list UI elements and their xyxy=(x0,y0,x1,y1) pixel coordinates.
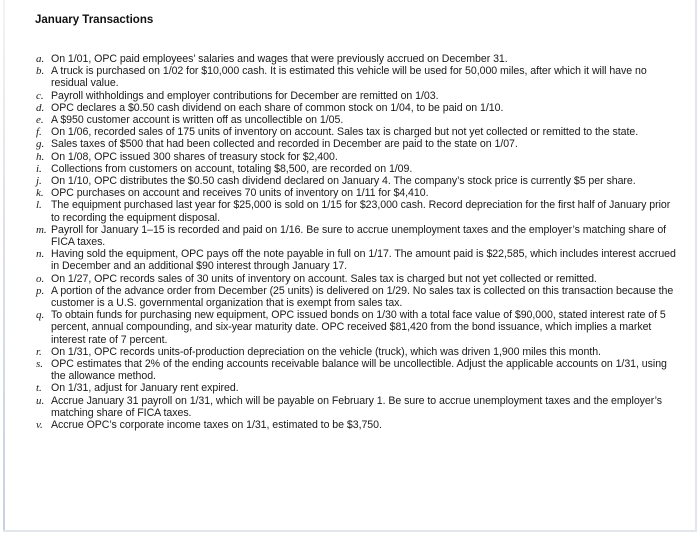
item-marker: s. xyxy=(36,358,43,371)
item-text: Having sold the equipment, OPC pays off the note payable in full on 1/17. The amount paid is $22,585, which includes interest accrued in December and an additional $90 interest through January 17. xyxy=(51,248,676,273)
item-marker: j. xyxy=(36,175,42,188)
list-item xyxy=(33,285,681,309)
list-item xyxy=(33,102,681,114)
list-item xyxy=(33,175,681,187)
list-item xyxy=(33,65,681,89)
item-marker: o. xyxy=(36,272,45,285)
item-marker: a. xyxy=(36,53,45,65)
list-item xyxy=(33,248,681,272)
item-marker: q. xyxy=(36,309,45,322)
item-text: On 1/06, recorded sales of 175 units of inventory on account. Sales tax is charged but not yet collected or remitted to the state. xyxy=(51,126,639,139)
item-marker: k. xyxy=(36,187,44,200)
list-item xyxy=(33,53,681,65)
item-text: OPC declares a $0.50 cash dividend on each share of common stock on 1/04, to be paid on 1/10. xyxy=(51,101,504,114)
transaction-list xyxy=(33,53,681,431)
item-marker: n. xyxy=(36,248,45,261)
item-text: OPC purchases on account and receives 70 units of inventory on 1/11 for $4,410. xyxy=(51,187,429,200)
item-text: On 1/08, OPC issued 300 shares of treasury stock for $2,400. xyxy=(51,150,338,163)
list-item xyxy=(33,114,681,126)
list-item xyxy=(33,199,681,223)
list-item xyxy=(33,90,681,102)
item-marker: e. xyxy=(36,114,44,127)
item-marker: d. xyxy=(36,101,45,114)
page-title: January Transactions xyxy=(35,14,154,26)
item-text: Accrue OPC’s corporate income taxes on 1/31, estimated to be $3,750. xyxy=(51,419,382,432)
list-item xyxy=(33,419,681,431)
item-marker: m. xyxy=(36,223,47,236)
item-text: To obtain funds for purchasing new equipment, OPC issued bonds on 1/30 with a total face value of $90,000, stated interest rate of 5 percent, annual compounding, and six-year maturity date. OPC received $81,420 from the bond issuance, which implies a market interest rate of 7 percent. xyxy=(51,309,666,346)
item-text: Accrue January 31 payroll on 1/31, which will be payable on February 1. Be sure to accrue unemployment taxes and the employer’s matching share of FICA taxes. xyxy=(51,394,662,419)
item-text: Payroll for January 1–15 is recorded and paid on 1/16. Be sure to accrue unemployment taxes and the employer’s matching share of FICA taxes. xyxy=(51,223,667,249)
item-marker: u. xyxy=(36,394,45,407)
item-text: OPC estimates that 2% of the ending accounts receivable balance will be uncollectible. Adjust the applicable accounts on 1/31, using the allowance method. xyxy=(51,358,667,383)
item-marker: i. xyxy=(36,162,42,175)
list-item xyxy=(33,126,681,138)
list-item xyxy=(33,224,681,248)
item-marker: v. xyxy=(36,419,43,432)
list-item xyxy=(33,273,681,285)
item-text: Payroll withholdings and employer contributions for December are remitted on 1/03. xyxy=(51,89,439,102)
item-marker: f. xyxy=(36,126,42,139)
item-text: On 1/01, OPC paid employees’ salaries and wages that were previously accrued on December 31. xyxy=(51,53,508,65)
item-text: On 1/27, OPC records sales of 30 units of inventory on account. Sales tax is charged but not yet collected or remitted. xyxy=(51,272,597,285)
item-text: Collections from customers on account, totaling $8,500, are recorded on 1/09. xyxy=(51,162,413,175)
item-text: The equipment purchased last year for $25,000 is sold on 1/15 for $23,000 cash. Record depreciation for the first half of January prior to recording the equipment disposal. xyxy=(51,199,671,224)
document-panel xyxy=(3,0,697,532)
item-marker: t. xyxy=(36,382,42,395)
list-item xyxy=(33,163,681,175)
list-item xyxy=(33,382,681,394)
item-text: A truck is purchased on 1/02 for $10,000 cash. It is estimated this vehicle will be used for 50,000 miles, after which it will have no residual value. xyxy=(51,65,647,90)
item-text: A $950 customer account is written off as uncollectible on 1/05. xyxy=(51,114,344,127)
item-marker: h. xyxy=(36,150,45,163)
list-item xyxy=(33,358,681,382)
list-item xyxy=(33,309,681,346)
list-item xyxy=(33,187,681,199)
item-marker: r. xyxy=(36,345,42,358)
item-marker: c. xyxy=(36,89,44,102)
list-item xyxy=(33,346,681,358)
item-text: Sales taxes of $500 that had been collected and recorded in December are paid to the state on 1/07. xyxy=(51,138,518,151)
item-marker: b. xyxy=(36,65,45,78)
item-text: On 1/10, OPC distributes the $0.50 cash dividend declared on January 4. The company’s stock price is currently $5 per share. xyxy=(51,175,636,188)
list-item xyxy=(33,395,681,419)
item-text: A portion of the advance order from December (25 units) is delivered on 1/29. No sales tax is collected on this transaction because the customer is a U.S. governmental organization that is exempt from sales tax. xyxy=(51,284,674,310)
list-item xyxy=(33,151,681,163)
list-item xyxy=(33,138,681,150)
item-marker: p. xyxy=(36,284,45,297)
item-marker: l. xyxy=(36,199,42,212)
item-text: On 1/31, adjust for January rent expired. xyxy=(51,382,239,395)
item-marker: g. xyxy=(36,138,45,151)
item-text: On 1/31, OPC records units-of-production depreciation on the vehicle (truck), which was driven 1,900 miles this month. xyxy=(51,345,601,358)
